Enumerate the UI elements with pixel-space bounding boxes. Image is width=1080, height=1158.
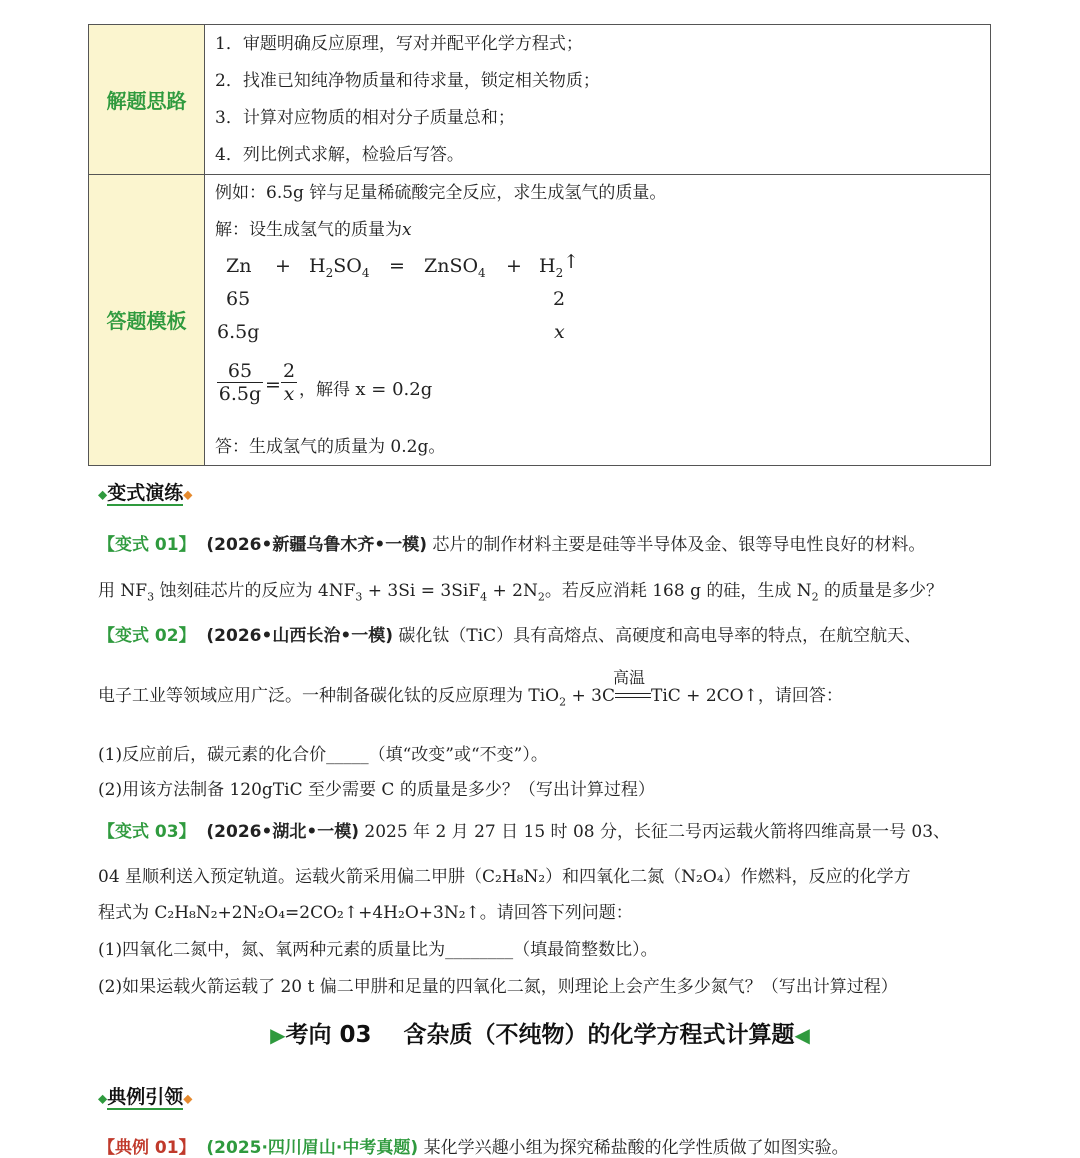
eq-zn: Zn bbox=[226, 255, 252, 277]
eq-plus-1: + bbox=[275, 255, 291, 277]
fraction-equals: = bbox=[265, 374, 281, 396]
header-cell-thinking bbox=[89, 25, 205, 174]
diamond-icon: ◆ bbox=[183, 1091, 193, 1106]
template-example: 例如：6.5g 锌与足量稀硫酸完全反应，求生成氢气的质量。 bbox=[215, 183, 667, 203]
given-zn: 6.5g bbox=[217, 321, 260, 343]
variant-03-q2: (2)如果运载火箭运载了 20 t 偏二甲肼和足量的四氧化二氮，则理论上会产生多少氮气？（写出计算过程） bbox=[98, 977, 898, 997]
variant-01-line-2: 用 $NF_3$ 蚀刻硅芯片的反应为 $4NF_3 + 3Si = 3SiF_4 + 2N_2$。若反应消耗 168 g 的硅，生成 $N_2$ 的质量是多少？ bbox=[98, 581, 944, 604]
example-01-line-1: 【典例 01】 (2025·四川眉山·中考真题) 某化学兴趣小组为探究稀盐酸的化学性质做了如图实验。 bbox=[98, 1138, 849, 1158]
diamond-icon: ◆ bbox=[183, 487, 193, 502]
row-divider bbox=[89, 174, 990, 175]
step-4: 4．列比例式求解，检验后写答。 bbox=[215, 145, 464, 165]
variant-02-q1: (1)反应前后，碳元素的化合价_____（填“改变”或“不变”）。 bbox=[98, 745, 548, 765]
section-typical-example: ◆典例引领◆ bbox=[98, 1086, 193, 1108]
fraction-2 bbox=[281, 360, 297, 405]
fraction-1-num: 65 bbox=[227, 360, 253, 382]
eq-znso4: ZnSO$_4$ bbox=[424, 255, 486, 280]
strategy-table bbox=[88, 24, 991, 466]
result: ，解得 x = 0.2g bbox=[299, 379, 433, 400]
section-variant-practice: ◆变式演练◆ bbox=[98, 482, 193, 504]
fraction-2-num: 2 bbox=[282, 360, 296, 382]
step-1: 1．审题明确反应原理，写对并配平化学方程式； bbox=[215, 34, 583, 54]
header-cell-template bbox=[89, 174, 205, 465]
fraction-2-den: x bbox=[281, 382, 297, 405]
header-template: 答题模板 bbox=[106, 309, 187, 333]
mass-zn: 65 bbox=[226, 288, 251, 310]
fraction-1 bbox=[217, 360, 263, 405]
variant-02-line-1: 【变式 02】 (2026•山西长治•一模) 碳化钛（TiC）具有高熔点、高硬度和高电导率的特点，在航空航天、 bbox=[98, 626, 922, 646]
condition-equals: 高温 bbox=[615, 691, 651, 701]
left-arrow-icon: ▶ bbox=[270, 1023, 286, 1047]
diamond-icon: ◆ bbox=[98, 487, 108, 502]
variant-02-q2: (2)用该方法制备 120gTiC 至少需要 C 的质量是多少？（写出计算过程） bbox=[98, 780, 655, 800]
variant-01-line-1: 【变式 01】 (2026•新疆乌鲁木齐•一模) 芯片的制作材料主要是硅等半导体及金、银等导电性良好的材料。 bbox=[98, 535, 926, 555]
section-heading: ▶考向 03 含杂质（不纯物）的化学方程式计算题◀ bbox=[270, 1022, 810, 1048]
eq-plus-2: + bbox=[506, 255, 522, 277]
eq-h2so4: $H_2SO_4$ bbox=[309, 255, 370, 280]
diamond-icon: ◆ bbox=[98, 1091, 108, 1106]
variant-03-line-2: 04 星顺利送入预定轨道。运载火箭采用偏二甲肼（C₂H₈N₂）和四氧化二氮（N₂O₄）作燃料，反应的化学方 bbox=[98, 867, 911, 887]
fraction-1-den: 6.5g bbox=[218, 383, 262, 405]
step-3: 3．计算对应物质的相对分子质量总和； bbox=[215, 108, 515, 128]
mass-h2: 2 bbox=[553, 288, 566, 310]
variant-03-line-1: 【变式 03】 (2026•湖北•一模) 2025 年 2 月 27 日 15 时 08 分，长征二号丙运载火箭将四维高景一号 03、 bbox=[98, 822, 951, 842]
template-solve: 解：设生成氢气的质量为x bbox=[215, 220, 412, 240]
step-2: 2．找准已知纯净物质量和待求量，锁定相关物质； bbox=[215, 71, 600, 91]
right-arrow-icon: ◀ bbox=[794, 1023, 810, 1047]
variant-03-q1: (1)四氧化二氮中，氮、氧两种元素的质量比为________（填最简整数比）。 bbox=[98, 940, 658, 960]
variant-03-line-3: 程式为 C₂H₈N₂+2N₂O₄=2CO₂↑+4H₂O+3N₂↑。请回答下列问题： bbox=[98, 903, 633, 923]
header-thinking: 解题思路 bbox=[106, 89, 187, 113]
template-answer: 答：生成氢气的质量为 0.2g。 bbox=[215, 437, 446, 457]
eq-equals: = bbox=[389, 255, 405, 277]
eq-h2: $H_2↑$ bbox=[539, 251, 580, 280]
variant-02-line-2: 电子工业等领域应用广泛。一种制备碳化钛的反应原理为 TiO$_2$ + 3C 高温 TiC + 2CO↑，请回答： bbox=[98, 668, 843, 709]
given-h2: x bbox=[554, 321, 565, 343]
